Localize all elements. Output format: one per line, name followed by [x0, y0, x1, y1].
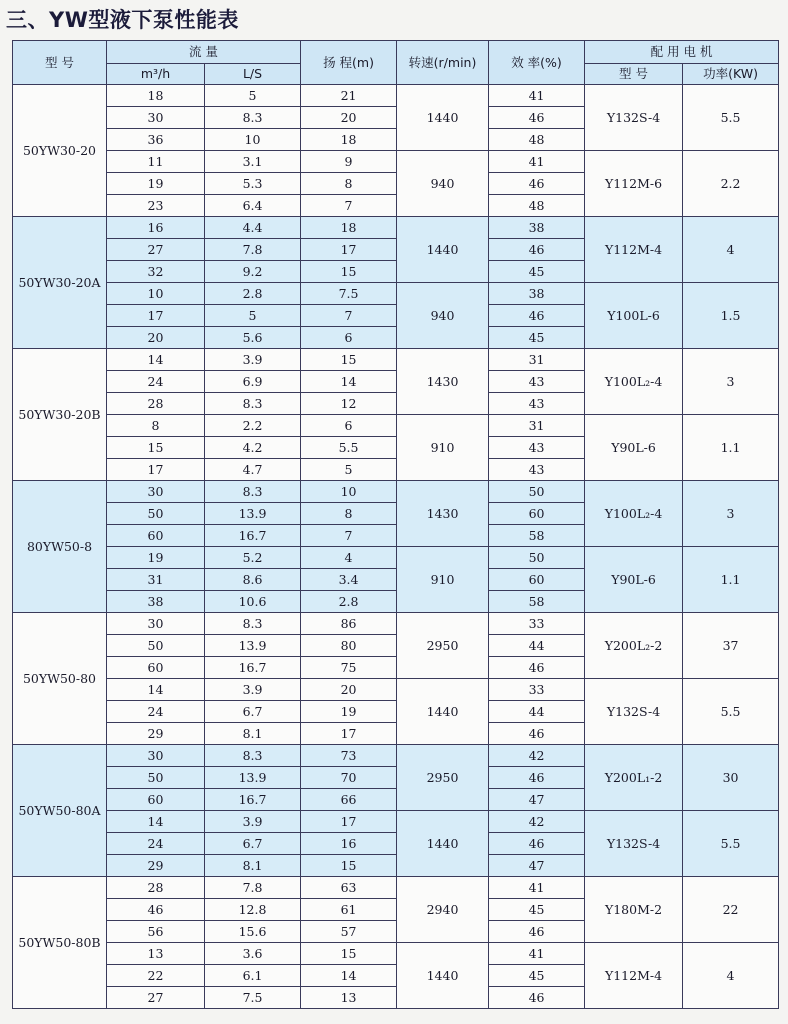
table-body	[13, 85, 779, 1009]
efficiency-cell: 50	[489, 481, 585, 503]
header-flow-ls: L/S	[205, 64, 301, 85]
flow-ls-cell: 8.3	[205, 393, 301, 415]
flow-ls-cell: 6.7	[205, 701, 301, 723]
flow-ls-cell: 3.9	[205, 811, 301, 833]
flow-ls-cell: 16.7	[205, 789, 301, 811]
head-cell: 12	[301, 393, 397, 415]
model-cell: 50YW50-80B	[13, 877, 107, 1009]
flow-m3h-cell: 38	[107, 591, 205, 613]
flow-m3h-cell: 11	[107, 151, 205, 173]
flow-m3h-cell: 20	[107, 327, 205, 349]
flow-m3h-cell: 29	[107, 855, 205, 877]
flow-m3h-cell: 23	[107, 195, 205, 217]
efficiency-cell: 42	[489, 745, 585, 767]
efficiency-cell: 31	[489, 349, 585, 371]
header-speed: 转速(r/min)	[397, 41, 489, 85]
head-cell: 17	[301, 723, 397, 745]
efficiency-cell: 58	[489, 525, 585, 547]
flow-m3h-cell: 30	[107, 745, 205, 767]
head-cell: 18	[301, 217, 397, 239]
flow-ls-cell: 3.9	[205, 349, 301, 371]
efficiency-cell: 46	[489, 173, 585, 195]
flow-ls-cell: 5	[205, 305, 301, 327]
efficiency-cell: 60	[489, 503, 585, 525]
table-row	[13, 283, 779, 305]
flow-m3h-cell: 31	[107, 569, 205, 591]
flow-m3h-cell: 24	[107, 701, 205, 723]
flow-ls-cell: 4.2	[205, 437, 301, 459]
motor-model-cell: Y100L₂-4	[585, 481, 683, 547]
flow-ls-cell: 13.9	[205, 503, 301, 525]
head-cell: 20	[301, 679, 397, 701]
flow-m3h-cell: 13	[107, 943, 205, 965]
motor-power-cell: 1.1	[683, 415, 779, 481]
head-cell: 80	[301, 635, 397, 657]
efficiency-cell: 46	[489, 239, 585, 261]
efficiency-cell: 45	[489, 899, 585, 921]
head-cell: 9	[301, 151, 397, 173]
efficiency-cell: 60	[489, 569, 585, 591]
header-motor-power: 功率(KW)	[683, 64, 779, 85]
motor-model-cell: Y100L-6	[585, 283, 683, 349]
efficiency-cell: 46	[489, 767, 585, 789]
flow-ls-cell: 3.1	[205, 151, 301, 173]
flow-ls-cell: 10.6	[205, 591, 301, 613]
head-cell: 70	[301, 767, 397, 789]
motor-power-cell: 5.5	[683, 811, 779, 877]
head-cell: 14	[301, 965, 397, 987]
efficiency-cell: 46	[489, 987, 585, 1009]
motor-model-cell: Y100L₂-4	[585, 349, 683, 415]
flow-m3h-cell: 14	[107, 349, 205, 371]
head-cell: 14	[301, 371, 397, 393]
flow-ls-cell: 12.8	[205, 899, 301, 921]
flow-m3h-cell: 15	[107, 437, 205, 459]
efficiency-cell: 48	[489, 195, 585, 217]
head-cell: 15	[301, 855, 397, 877]
motor-power-cell: 4	[683, 943, 779, 1009]
table-row	[13, 217, 779, 239]
speed-cell: 940	[397, 283, 489, 349]
flow-m3h-cell: 18	[107, 85, 205, 107]
motor-power-cell: 5.5	[683, 85, 779, 151]
efficiency-cell: 41	[489, 85, 585, 107]
head-cell: 63	[301, 877, 397, 899]
flow-m3h-cell: 28	[107, 393, 205, 415]
flow-ls-cell: 8.1	[205, 723, 301, 745]
model-cell: 50YW30-20	[13, 85, 107, 217]
speed-cell: 1440	[397, 811, 489, 877]
flow-ls-cell: 6.4	[205, 195, 301, 217]
flow-ls-cell: 2.8	[205, 283, 301, 305]
speed-cell: 910	[397, 415, 489, 481]
speed-cell: 1440	[397, 943, 489, 1009]
head-cell: 75	[301, 657, 397, 679]
flow-ls-cell: 7.5	[205, 987, 301, 1009]
head-cell: 13	[301, 987, 397, 1009]
table-row	[13, 415, 779, 437]
motor-power-cell: 2.2	[683, 151, 779, 217]
motor-model-cell: Y180M-2	[585, 877, 683, 943]
flow-m3h-cell: 36	[107, 129, 205, 151]
efficiency-cell: 41	[489, 151, 585, 173]
motor-power-cell: 37	[683, 613, 779, 679]
motor-power-cell: 22	[683, 877, 779, 943]
head-cell: 8	[301, 503, 397, 525]
flow-ls-cell: 16.7	[205, 525, 301, 547]
flow-ls-cell: 8.3	[205, 745, 301, 767]
motor-model-cell: Y132S-4	[585, 811, 683, 877]
flow-m3h-cell: 46	[107, 899, 205, 921]
flow-m3h-cell: 19	[107, 547, 205, 569]
motor-power-cell: 30	[683, 745, 779, 811]
head-cell: 73	[301, 745, 397, 767]
flow-m3h-cell: 32	[107, 261, 205, 283]
motor-power-cell: 3	[683, 481, 779, 547]
table-row	[13, 811, 779, 833]
table-row	[13, 745, 779, 767]
flow-m3h-cell: 50	[107, 767, 205, 789]
head-cell: 15	[301, 349, 397, 371]
flow-m3h-cell: 30	[107, 613, 205, 635]
head-cell: 7	[301, 525, 397, 547]
head-cell: 86	[301, 613, 397, 635]
motor-power-cell: 3	[683, 349, 779, 415]
efficiency-cell: 43	[489, 371, 585, 393]
efficiency-cell: 38	[489, 283, 585, 305]
flow-m3h-cell: 28	[107, 877, 205, 899]
efficiency-cell: 47	[489, 855, 585, 877]
page-title: 三、YW型液下泵性能表	[6, 8, 239, 32]
motor-model-cell: Y200L₁-2	[585, 745, 683, 811]
head-cell: 15	[301, 943, 397, 965]
head-cell: 5.5	[301, 437, 397, 459]
flow-ls-cell: 8.3	[205, 481, 301, 503]
flow-m3h-cell: 30	[107, 107, 205, 129]
flow-m3h-cell: 27	[107, 239, 205, 261]
flow-ls-cell: 8.3	[205, 107, 301, 129]
efficiency-cell: 45	[489, 965, 585, 987]
speed-cell: 1430	[397, 481, 489, 547]
header-flow: 流 量	[107, 41, 301, 64]
flow-ls-cell: 10	[205, 129, 301, 151]
head-cell: 5	[301, 459, 397, 481]
motor-power-cell: 1.5	[683, 283, 779, 349]
speed-cell: 2950	[397, 613, 489, 679]
head-cell: 7.5	[301, 283, 397, 305]
flow-ls-cell: 6.7	[205, 833, 301, 855]
efficiency-cell: 46	[489, 833, 585, 855]
efficiency-cell: 38	[489, 217, 585, 239]
flow-ls-cell: 13.9	[205, 767, 301, 789]
table-row	[13, 877, 779, 899]
flow-m3h-cell: 17	[107, 459, 205, 481]
head-cell: 8	[301, 173, 397, 195]
motor-model-cell: Y132S-4	[585, 85, 683, 151]
table-row	[13, 85, 779, 107]
flow-m3h-cell: 8	[107, 415, 205, 437]
model-cell: 50YW50-80	[13, 613, 107, 745]
flow-m3h-cell: 60	[107, 525, 205, 547]
head-cell: 7	[301, 195, 397, 217]
flow-m3h-cell: 14	[107, 679, 205, 701]
flow-m3h-cell: 14	[107, 811, 205, 833]
model-cell: 50YW30-20A	[13, 217, 107, 349]
table-row	[13, 547, 779, 569]
head-cell: 16	[301, 833, 397, 855]
flow-m3h-cell: 60	[107, 789, 205, 811]
head-cell: 4	[301, 547, 397, 569]
efficiency-cell: 45	[489, 327, 585, 349]
efficiency-cell: 43	[489, 459, 585, 481]
speed-cell: 910	[397, 547, 489, 613]
motor-model-cell: Y112M-6	[585, 151, 683, 217]
efficiency-cell: 47	[489, 789, 585, 811]
flow-m3h-cell: 60	[107, 657, 205, 679]
efficiency-cell: 46	[489, 305, 585, 327]
head-cell: 6	[301, 415, 397, 437]
flow-m3h-cell: 30	[107, 481, 205, 503]
head-cell: 57	[301, 921, 397, 943]
flow-ls-cell: 5.3	[205, 173, 301, 195]
head-cell: 15	[301, 261, 397, 283]
header-motor: 配 用 电 机	[585, 41, 779, 64]
flow-ls-cell: 3.6	[205, 943, 301, 965]
flow-m3h-cell: 16	[107, 217, 205, 239]
speed-cell: 2940	[397, 877, 489, 943]
pump-performance-table	[12, 40, 779, 1009]
efficiency-cell: 45	[489, 261, 585, 283]
flow-ls-cell: 4.4	[205, 217, 301, 239]
motor-model-cell: Y112M-4	[585, 943, 683, 1009]
flow-ls-cell: 5	[205, 85, 301, 107]
efficiency-cell: 44	[489, 635, 585, 657]
flow-ls-cell: 2.2	[205, 415, 301, 437]
flow-ls-cell: 15.6	[205, 921, 301, 943]
flow-m3h-cell: 50	[107, 635, 205, 657]
flow-ls-cell: 5.2	[205, 547, 301, 569]
flow-ls-cell: 4.7	[205, 459, 301, 481]
flow-ls-cell: 8.6	[205, 569, 301, 591]
efficiency-cell: 48	[489, 129, 585, 151]
flow-m3h-cell: 56	[107, 921, 205, 943]
head-cell: 10	[301, 481, 397, 503]
efficiency-cell: 41	[489, 943, 585, 965]
speed-cell: 1440	[397, 85, 489, 151]
flow-m3h-cell: 29	[107, 723, 205, 745]
head-cell: 2.8	[301, 591, 397, 613]
flow-ls-cell: 6.9	[205, 371, 301, 393]
head-cell: 61	[301, 899, 397, 921]
head-cell: 17	[301, 811, 397, 833]
speed-cell: 2950	[397, 745, 489, 811]
efficiency-cell: 41	[489, 877, 585, 899]
flow-m3h-cell: 50	[107, 503, 205, 525]
efficiency-cell: 46	[489, 657, 585, 679]
flow-ls-cell: 7.8	[205, 877, 301, 899]
flow-ls-cell: 9.2	[205, 261, 301, 283]
speed-cell: 1440	[397, 217, 489, 283]
flow-ls-cell: 5.6	[205, 327, 301, 349]
head-cell: 7	[301, 305, 397, 327]
efficiency-cell: 50	[489, 547, 585, 569]
table-row	[13, 679, 779, 701]
efficiency-cell: 58	[489, 591, 585, 613]
flow-m3h-cell: 24	[107, 833, 205, 855]
header-head: 扬 程(m)	[301, 41, 397, 85]
motor-model-cell: Y200L₂-2	[585, 613, 683, 679]
table-row	[13, 481, 779, 503]
flow-ls-cell: 7.8	[205, 239, 301, 261]
model-cell: 80YW50-8	[13, 481, 107, 613]
model-cell: 50YW50-80A	[13, 745, 107, 877]
head-cell: 21	[301, 85, 397, 107]
table-row	[13, 943, 779, 965]
motor-power-cell: 4	[683, 217, 779, 283]
header-efficiency: 效 率(%)	[489, 41, 585, 85]
header-motor-model: 型 号	[585, 64, 683, 85]
flow-ls-cell: 13.9	[205, 635, 301, 657]
efficiency-cell: 46	[489, 107, 585, 129]
efficiency-cell: 44	[489, 701, 585, 723]
flow-m3h-cell: 22	[107, 965, 205, 987]
head-cell: 6	[301, 327, 397, 349]
speed-cell: 940	[397, 151, 489, 217]
motor-power-cell: 1.1	[683, 547, 779, 613]
header-model: 型 号	[13, 41, 107, 85]
efficiency-cell: 33	[489, 679, 585, 701]
speed-cell: 1430	[397, 349, 489, 415]
motor-power-cell: 5.5	[683, 679, 779, 745]
head-cell: 3.4	[301, 569, 397, 591]
efficiency-cell: 43	[489, 393, 585, 415]
motor-model-cell: Y90L-6	[585, 415, 683, 481]
flow-ls-cell: 6.1	[205, 965, 301, 987]
model-cell: 50YW30-20B	[13, 349, 107, 481]
efficiency-cell: 31	[489, 415, 585, 437]
head-cell: 18	[301, 129, 397, 151]
efficiency-cell: 46	[489, 723, 585, 745]
speed-cell: 1440	[397, 679, 489, 745]
efficiency-cell: 33	[489, 613, 585, 635]
header-flow-m3h: m³/h	[107, 64, 205, 85]
table-row	[13, 151, 779, 173]
table-row	[13, 613, 779, 635]
motor-model-cell: Y112M-4	[585, 217, 683, 283]
efficiency-cell: 46	[489, 921, 585, 943]
flow-ls-cell: 8.3	[205, 613, 301, 635]
head-cell: 17	[301, 239, 397, 261]
flow-m3h-cell: 10	[107, 283, 205, 305]
flow-m3h-cell: 27	[107, 987, 205, 1009]
flow-m3h-cell: 24	[107, 371, 205, 393]
head-cell: 19	[301, 701, 397, 723]
table-row	[13, 349, 779, 371]
flow-ls-cell: 8.1	[205, 855, 301, 877]
flow-m3h-cell: 17	[107, 305, 205, 327]
motor-model-cell: Y132S-4	[585, 679, 683, 745]
flow-m3h-cell: 19	[107, 173, 205, 195]
head-cell: 66	[301, 789, 397, 811]
efficiency-cell: 43	[489, 437, 585, 459]
motor-model-cell: Y90L-6	[585, 547, 683, 613]
head-cell: 20	[301, 107, 397, 129]
flow-ls-cell: 16.7	[205, 657, 301, 679]
efficiency-cell: 42	[489, 811, 585, 833]
flow-ls-cell: 3.9	[205, 679, 301, 701]
